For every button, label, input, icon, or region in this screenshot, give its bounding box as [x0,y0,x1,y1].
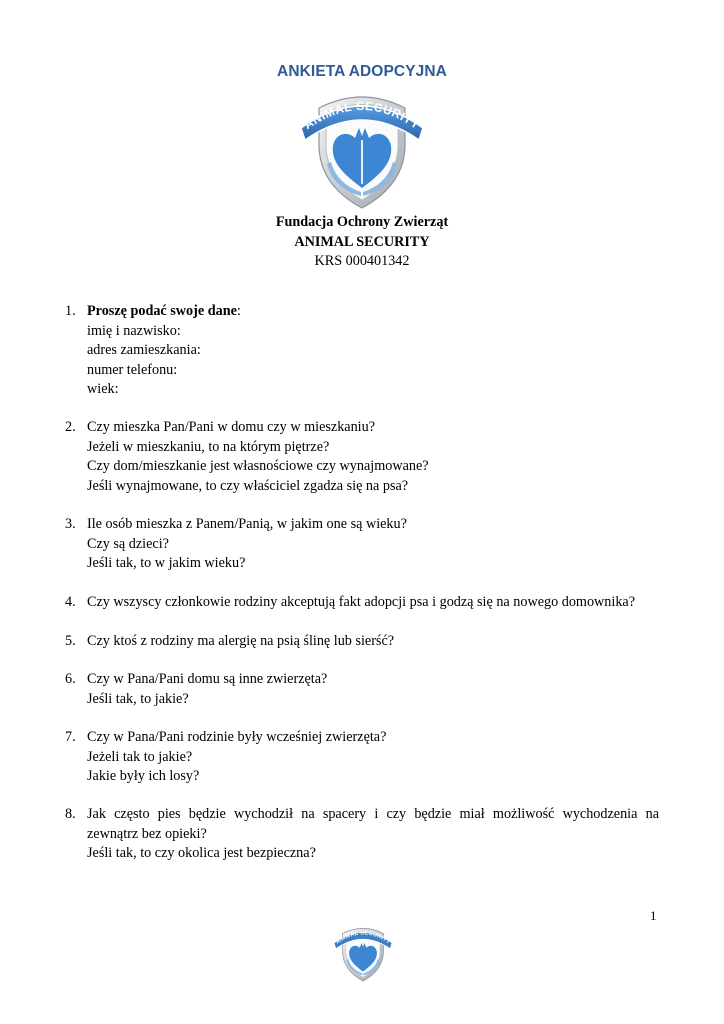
question-number: 3. [65,516,76,532]
question-line: Czy w Pana/Pani rodzinie były wcześniej zwierzęta? [87,729,387,745]
question-6 [65,670,659,709]
question-line: Jeśli tak, to czy okolica jest bezpieczna? [87,845,316,861]
question-line: Jeśli wynajmowane, to czy właściciel zgadza się na psa? [87,477,409,494]
question-lead: Proszę podać swoje dane [87,303,237,319]
question-line: Czy w Pana/Pani domu są inne zwierzęta? [87,671,328,687]
question-line: Jeśli tak, to w jakim wieku? [87,555,246,571]
shield-hands-dog-cat-icon [330,924,396,982]
document-title: ANKIETA ADOPCYJNA [277,63,447,80]
question-line: Jak często pies będzie wychodził na spacery i czy będzie miał możliwość wychodzenia na [87,806,659,822]
question-line: Jeżeli tak to jakie? [87,748,193,765]
question-line: Czy wszyscy członkowie rodziny akceptują fakt adopcji psa i godzą się na nowego domownika? [87,594,636,610]
question-2 [65,418,659,496]
question-line: Czy ktoś z rodziny ma alergię na psią ślinę lub sierść? [87,633,395,649]
animal-security-logo [297,88,427,210]
question-line: Czy są dzieci? [87,535,169,552]
question-lead-punct: : [236,303,241,319]
question-line: wiek: [87,381,119,397]
question-number: 6. [65,671,76,687]
footer-logo [330,924,396,982]
page-number: 1 [650,908,657,923]
question-line: Jakie były ich losy? [87,768,200,784]
question-1 [65,302,659,400]
organization-krs: KRS 000401342 [314,253,410,269]
question-line: Czy mieszka Pan/Pani w domu czy w mieszkaniu? [87,419,376,435]
logo-text: ANIMAL SECURITY [301,98,423,133]
question-4 [65,593,659,613]
question-line: Czy dom/mieszkanie jest własnościowe czy wynajmowane? [87,458,429,474]
question-line: Jeśli tak, to jakie? [87,690,189,707]
organization-brand: ANIMAL SECURITY [294,233,430,250]
question-number: 4. [65,594,76,610]
question-number: 5. [65,633,76,649]
question-line: Jeżeli w mieszkaniu, to na którym piętrze? [87,438,330,455]
question-number: 8. [65,806,76,822]
question-line: adres zamieszkania: [87,342,201,358]
question-7 [65,728,659,787]
question-line: Ile osób mieszka z Panem/Panią, w jakim one są wieku? [87,516,407,532]
question-line: numer telefonu: [87,361,178,378]
question-3 [65,515,659,574]
question-number: 2. [65,419,76,435]
organization-name: Fundacja Ochrony Zwierząt [275,214,449,230]
question-line: zewnątrz bez opieki? [87,825,207,842]
question-number: 1. [65,303,76,319]
question-8 [65,805,659,864]
organization-block [0,213,724,272]
question-line: imię i nazwisko: [87,322,181,339]
footer-logo-text: ANIMAL SECURITY [334,930,392,946]
question-5 [65,632,659,652]
question-number: 7. [65,729,76,745]
shield-hands-dog-cat-icon [297,88,427,210]
